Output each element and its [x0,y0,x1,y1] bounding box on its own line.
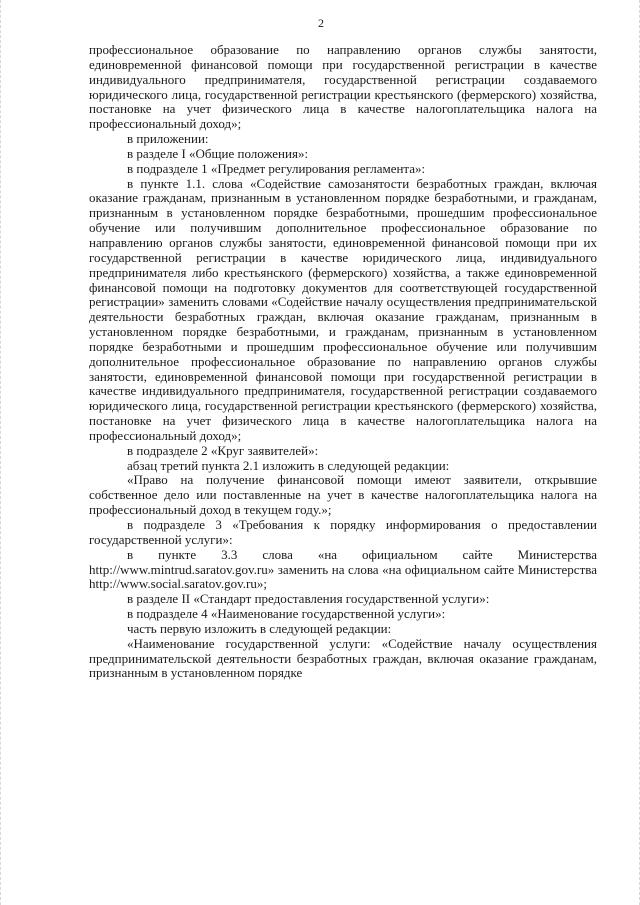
paragraph-4: в подразделе 1 «Предмет регулирования регламента»: [127,160,426,176]
paragraph-14: «Наименование государственной услуги: «Содействие началу осуществления предпринимательской деятельности безработных граждан, включая оказание гражданам, признанным в установленном порядке [89,635,597,681]
paragraph-2: в приложении: [127,131,209,147]
paragraph-6: в подразделе 2 «Круг заявителей»: [127,442,319,458]
paragraph-13: часть первую изложить в следующей редакции: [127,620,392,636]
paragraph-10: в пункте 3.3 слова «на официальном сайте Министерства http://www.mintrud.saratov.gov.ru» заменить на слова «на официальном сайте Министерства http://www.social.saratov.gov.ru»; [89,546,597,592]
paragraph-5: в пункте 1.1. слова «Содействие самозанятости безработных граждан, включая оказание гражданам, признанным в установленном порядке безработными, и гражданам, признанным в установленном порядке безработными, прошедшим профессиональное обучение или получившим дополнительное профессиональное образование по направлению органов службы занятости, единовременной финансовой помощи при их государственной регистрации в качестве юридического лица, индивидуального предпринимателя либо крестьянского (фермерского) хозяйства, а также единовременной финансовой помощи на подготовку документов для соответствующей государственной регистрации» заменить словами «Содействие началу осуществления предпринимательской деятельности безработных граждан, включая оказание гражданам, признанным в установленном порядке безработными, и гражданам, признанным в установленном порядке безработными и прошедшим профессиональное обучение или получившим дополнительное профессиональное образование по направлению органов службы занятости, единовременной финансовой помощи при государственной регистрации в качестве индивидуального предпринимателя, государственной регистрации создаваемого юридического лица, государственной регистрации крестьянского (фермерского) хозяйства, постановке на учет физического лица в качестве налогоплательщика налога на профессиональный доход»; [89,175,597,443]
paragraph-9: в подразделе 3 «Требования к порядку информирования о предоставлении государственной услуги»: [89,517,597,547]
page-number: 2 [318,16,324,30]
paragraph-1: профессиональное образование по направлению органов службы занятости, единовременной финансовой помощи при государственной регистрации в качестве индивидуального предпринимателя, государственной регистрации создаваемого юридического лица, государственной регистрации крестьянского (фермерского) хозяйства, постановке на учет физического лица в качестве налогоплательщика налога на профессиональный доход»; [89,42,597,132]
paragraph-11: в разделе II «Стандарт предоставления государственной услуги»: [127,591,490,607]
paragraph-3: в разделе I «Общие положения»: [127,145,309,161]
paragraph-7: абзац третий пункта 2.1 изложить в следующей редакции: [127,457,450,473]
document-body [89,43,597,681]
paragraph-8: «Право на получение финансовой помощи имеют заявители, открывшие собственное дело или поставленные на учет в качестве налогоплательщика налога на профессиональный доход в текущем году.»; [89,472,597,518]
paragraph-12: в подразделе 4 «Наименование государственной услуги»: [127,606,446,622]
